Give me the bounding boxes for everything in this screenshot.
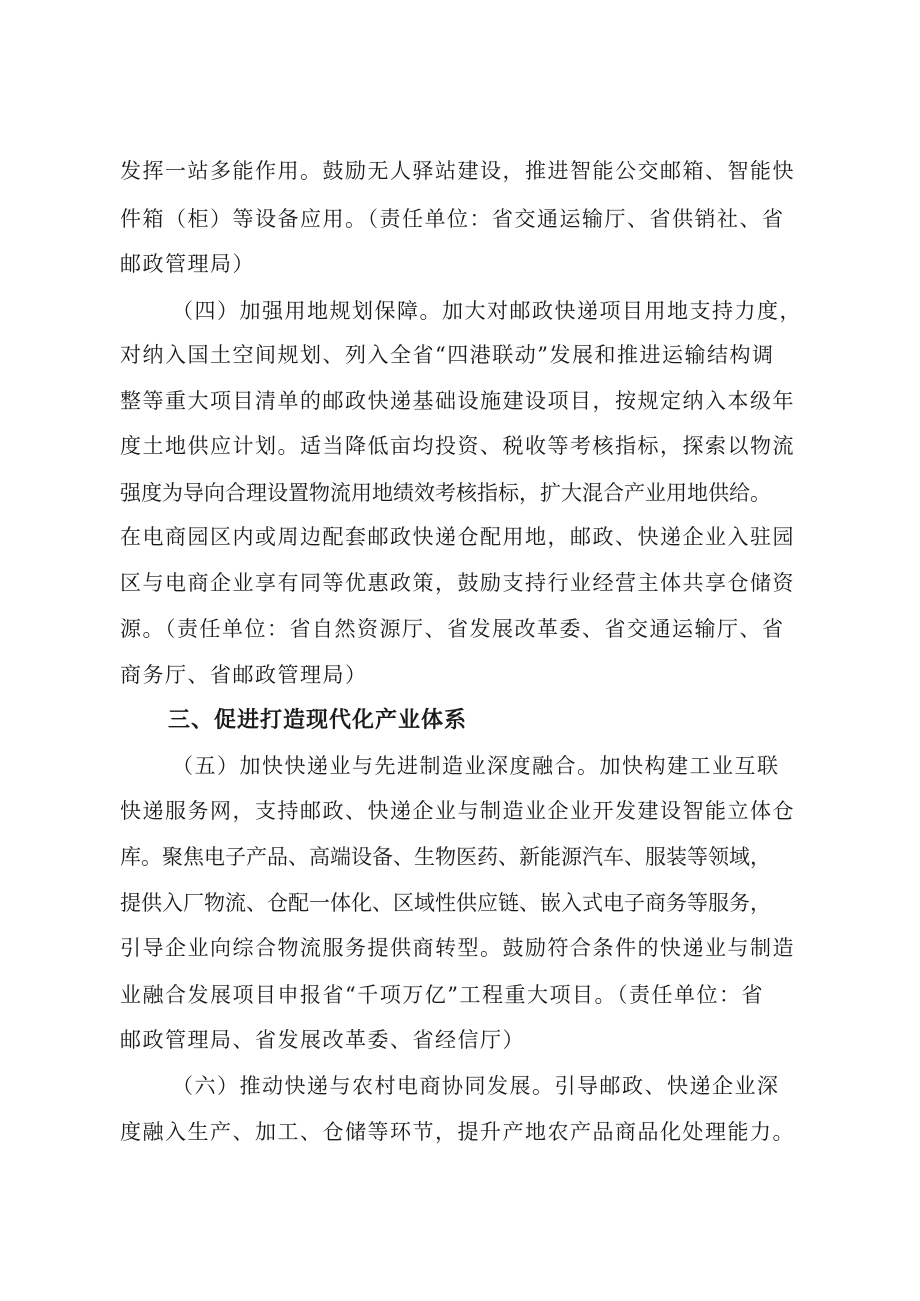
paragraph-line: 库。聚焦电子产品、高端设备、生物医药、新能源汽车、服装等领域， [120,845,771,869]
paragraph-line: 区与电商企业享有同等优惠政策，鼓励支持行业经营主体共享仓储资 [120,571,795,595]
paragraph-line: （四）加强用地规划保障。加大对邮政快递项目用地支持力度， [172,299,802,323]
paragraph-line: 邮政管理局） [120,252,255,276]
paragraph-line: 邮政管理局、省发展改革委、省经信厅） [120,1028,525,1052]
section-heading: 三、促进打造现代化产业体系 [168,708,468,733]
paragraph-line: 业融合发展项目申报省“千项万亿”工程重大项目。（责任单位：省 [120,983,764,1007]
paragraph-line: 在电商园区内或周边配套邮政快递仓配用地，邮政、快递企业入驻园 [120,525,795,549]
paragraph-line: 引导企业向综合物流服务提供商转型。鼓励符合条件的快递业与制造 [120,936,795,960]
paragraph-line: 件箱（柜）等设备应用。（责任单位：省交通运输厅、省供销社、省 [120,207,785,231]
paragraph-line: 强度为导向合理设置物流用地绩效考核指标，扩大混合产业用地供给。 [120,481,771,505]
paragraph-line: 整等重大项目清单的邮政快递基础设施建设项目，按规定纳入本级年 [120,389,795,413]
paragraph-line: 度融入生产、加工、仓储等环节，提升产地农产品商品化处理能力。 [120,1120,795,1144]
paragraph-line: 快递服务网，支持邮政、快递企业与制造业企业开发建设智能立体仓 [120,799,795,823]
paragraph-line: 源。（责任单位：省自然资源厅、省发展改革委、省交通运输厅、省 [120,617,785,641]
paragraph-line: （六）推动快递与农村电商协同发展。引导邮政、快递企业深 [172,1074,780,1098]
paragraph-line: 提供入厂物流、仓配一体化、区域性供应链、嵌入式电子商务等服务， [120,891,771,915]
paragraph-line: 对纳入国土空间规划、列入全省“四港联动”发展和推进运输结构调 [120,343,775,367]
paragraph-line: 商务厅、省邮政管理局） [120,663,368,687]
paragraph-line: 发挥一站多能作用。鼓励无人驿站建设，推进智能公交邮箱、智能快 [120,159,795,183]
paragraph-line: （五）加快快递业与先进制造业深度融合。加快构建工业互联 [172,754,780,778]
paragraph-line: 度土地供应计划。适当降低亩均投资、税收等考核指标，探索以物流 [120,434,795,458]
